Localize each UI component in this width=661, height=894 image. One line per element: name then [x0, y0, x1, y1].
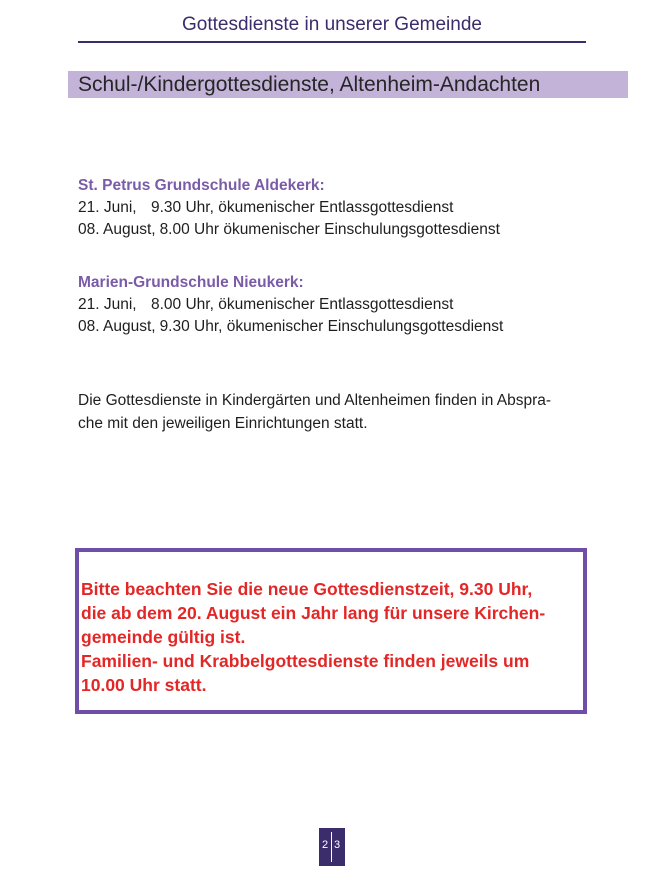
schedule-line: [78, 316, 503, 338]
page-number-divider: [331, 832, 332, 862]
school-heading: St. Petrus Grundschule Aldekerk:: [78, 177, 325, 194]
schedule-line: [78, 294, 503, 316]
note-line: Die Gottesdienste in Kindergärten und Altenheimen finden in Abspra-: [78, 392, 552, 409]
kindergarten-note: [78, 389, 586, 435]
notice-text: [81, 577, 576, 697]
school-heading: Marien-Grundschule Nieukerk:: [78, 274, 304, 291]
notice-line: gemeinde gültig ist.: [81, 627, 246, 647]
school-block-nieukerk: [78, 272, 503, 338]
note-line: che mit den jeweiligen Einrichtungen statt.: [78, 415, 368, 432]
notice-line: 10.00 Uhr statt.: [81, 675, 207, 695]
schedule-date: 21. Juni,: [78, 296, 137, 313]
page-number-tab: [319, 828, 345, 866]
schedule-date: 21. Juni,: [78, 199, 137, 216]
schedule-text: 8.00 Uhr ökumenischer Einschulungsgottesdienst: [159, 221, 500, 238]
schedule-text: 9.30 Uhr, ökumenischer Entlassgottesdienst: [151, 199, 454, 216]
schedule-line: [78, 219, 500, 241]
notice-line: die ab dem 20. August ein Jahr lang für unsere Kirchen-: [81, 603, 546, 623]
schedule-date: 08. August,: [78, 221, 156, 238]
school-block-aldekerk: [78, 175, 500, 241]
notice-line: Bitte beachten Sie die neue Gottesdienstzeit, 9.30 Uhr,: [81, 579, 533, 599]
schedule-date: 08. August,: [78, 318, 156, 335]
header-rule: [78, 41, 586, 43]
schedule-text: 8.00 Uhr, ökumenischer Entlassgottesdienst: [151, 296, 454, 313]
page-number-right: 3: [334, 839, 341, 851]
schedule-line: [78, 197, 500, 219]
section-title: Schul-/Kindergottesdienste, Altenheim-Andachten: [78, 73, 541, 96]
page-number-left: 2: [322, 839, 329, 851]
notice-line: Familien- und Krabbelgottesdienste finden jeweils um: [81, 651, 530, 671]
schedule-text: 9.30 Uhr, ökumenischer Einschulungsgottesdienst: [159, 318, 504, 335]
running-head-title: Gottesdienste in unserer Gemeinde: [182, 14, 482, 35]
